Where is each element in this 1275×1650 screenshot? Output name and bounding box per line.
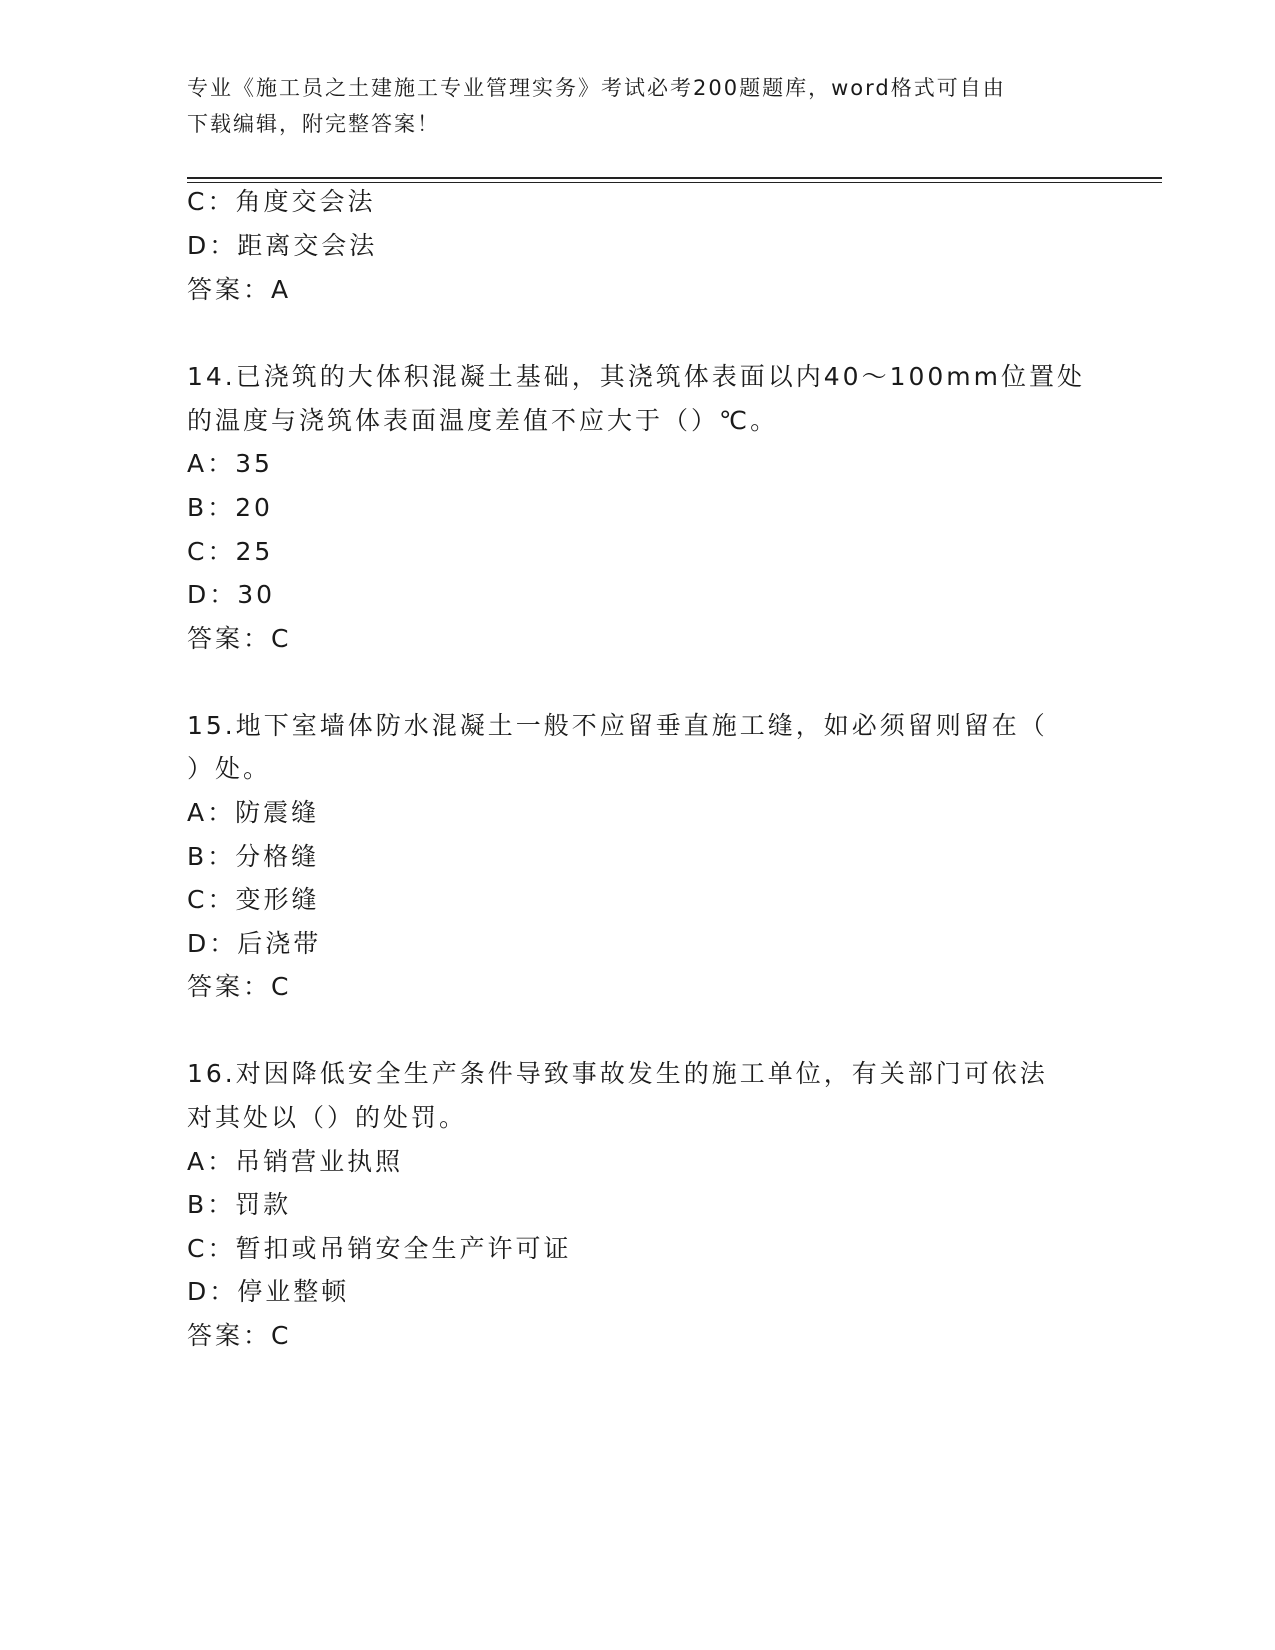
question-stem-continued: 对其处以（）的处罚。 xyxy=(187,1103,468,1132)
question-stem-continued: 的温度与浇筑体表面温度差值不应大于（）℃。 xyxy=(187,406,779,435)
option-d: D：30 xyxy=(187,580,276,609)
answer-line: 答案：C xyxy=(187,972,292,1001)
option-a: A：35 xyxy=(187,449,273,478)
option-b: B：罚款 xyxy=(187,1190,292,1219)
answer-line: 答案：A xyxy=(187,275,292,304)
option-c: C：25 xyxy=(187,537,274,566)
option-b: B：分格缝 xyxy=(187,842,320,871)
question-stem: 15.地下室墙体防水混凝土一般不应留垂直施工缝，如必须留则留在（ xyxy=(187,711,1048,740)
answer-line: 答案：C xyxy=(187,1321,292,1350)
option-b: B：20 xyxy=(187,493,273,522)
option-c: C：角度交会法 xyxy=(187,187,376,216)
question-stem: 16.对因降低安全生产条件导致事故发生的施工单位，有关部门可依法 xyxy=(187,1059,1048,1088)
option-c: C：变形缝 xyxy=(187,885,320,914)
option-a: A：吊销营业执照 xyxy=(187,1147,404,1176)
option-d: D：停业整顿 xyxy=(187,1277,350,1306)
header-line-2: 下载编辑，附完整答案！ xyxy=(187,112,440,136)
header-line-1: 专业《施工员之土建施工专业管理实务》考试必考200题题库，word格式可自由 xyxy=(187,76,1006,100)
document-header xyxy=(187,70,1087,142)
answer-line: 答案：C xyxy=(187,624,292,653)
option-d: D：距离交会法 xyxy=(187,231,378,260)
question-stem: 14.已浇筑的大体积混凝土基础，其浇筑体表面以内40～100mm位置处 xyxy=(187,362,1085,391)
header-divider-thin xyxy=(187,182,1162,183)
option-c: C：暂扣或吊销安全生产许可证 xyxy=(187,1234,572,1263)
question-stem-continued: ）处。 xyxy=(187,754,272,783)
option-d: D：后浇带 xyxy=(187,929,322,958)
option-a: A：防震缝 xyxy=(187,798,320,827)
header-divider xyxy=(187,177,1162,179)
